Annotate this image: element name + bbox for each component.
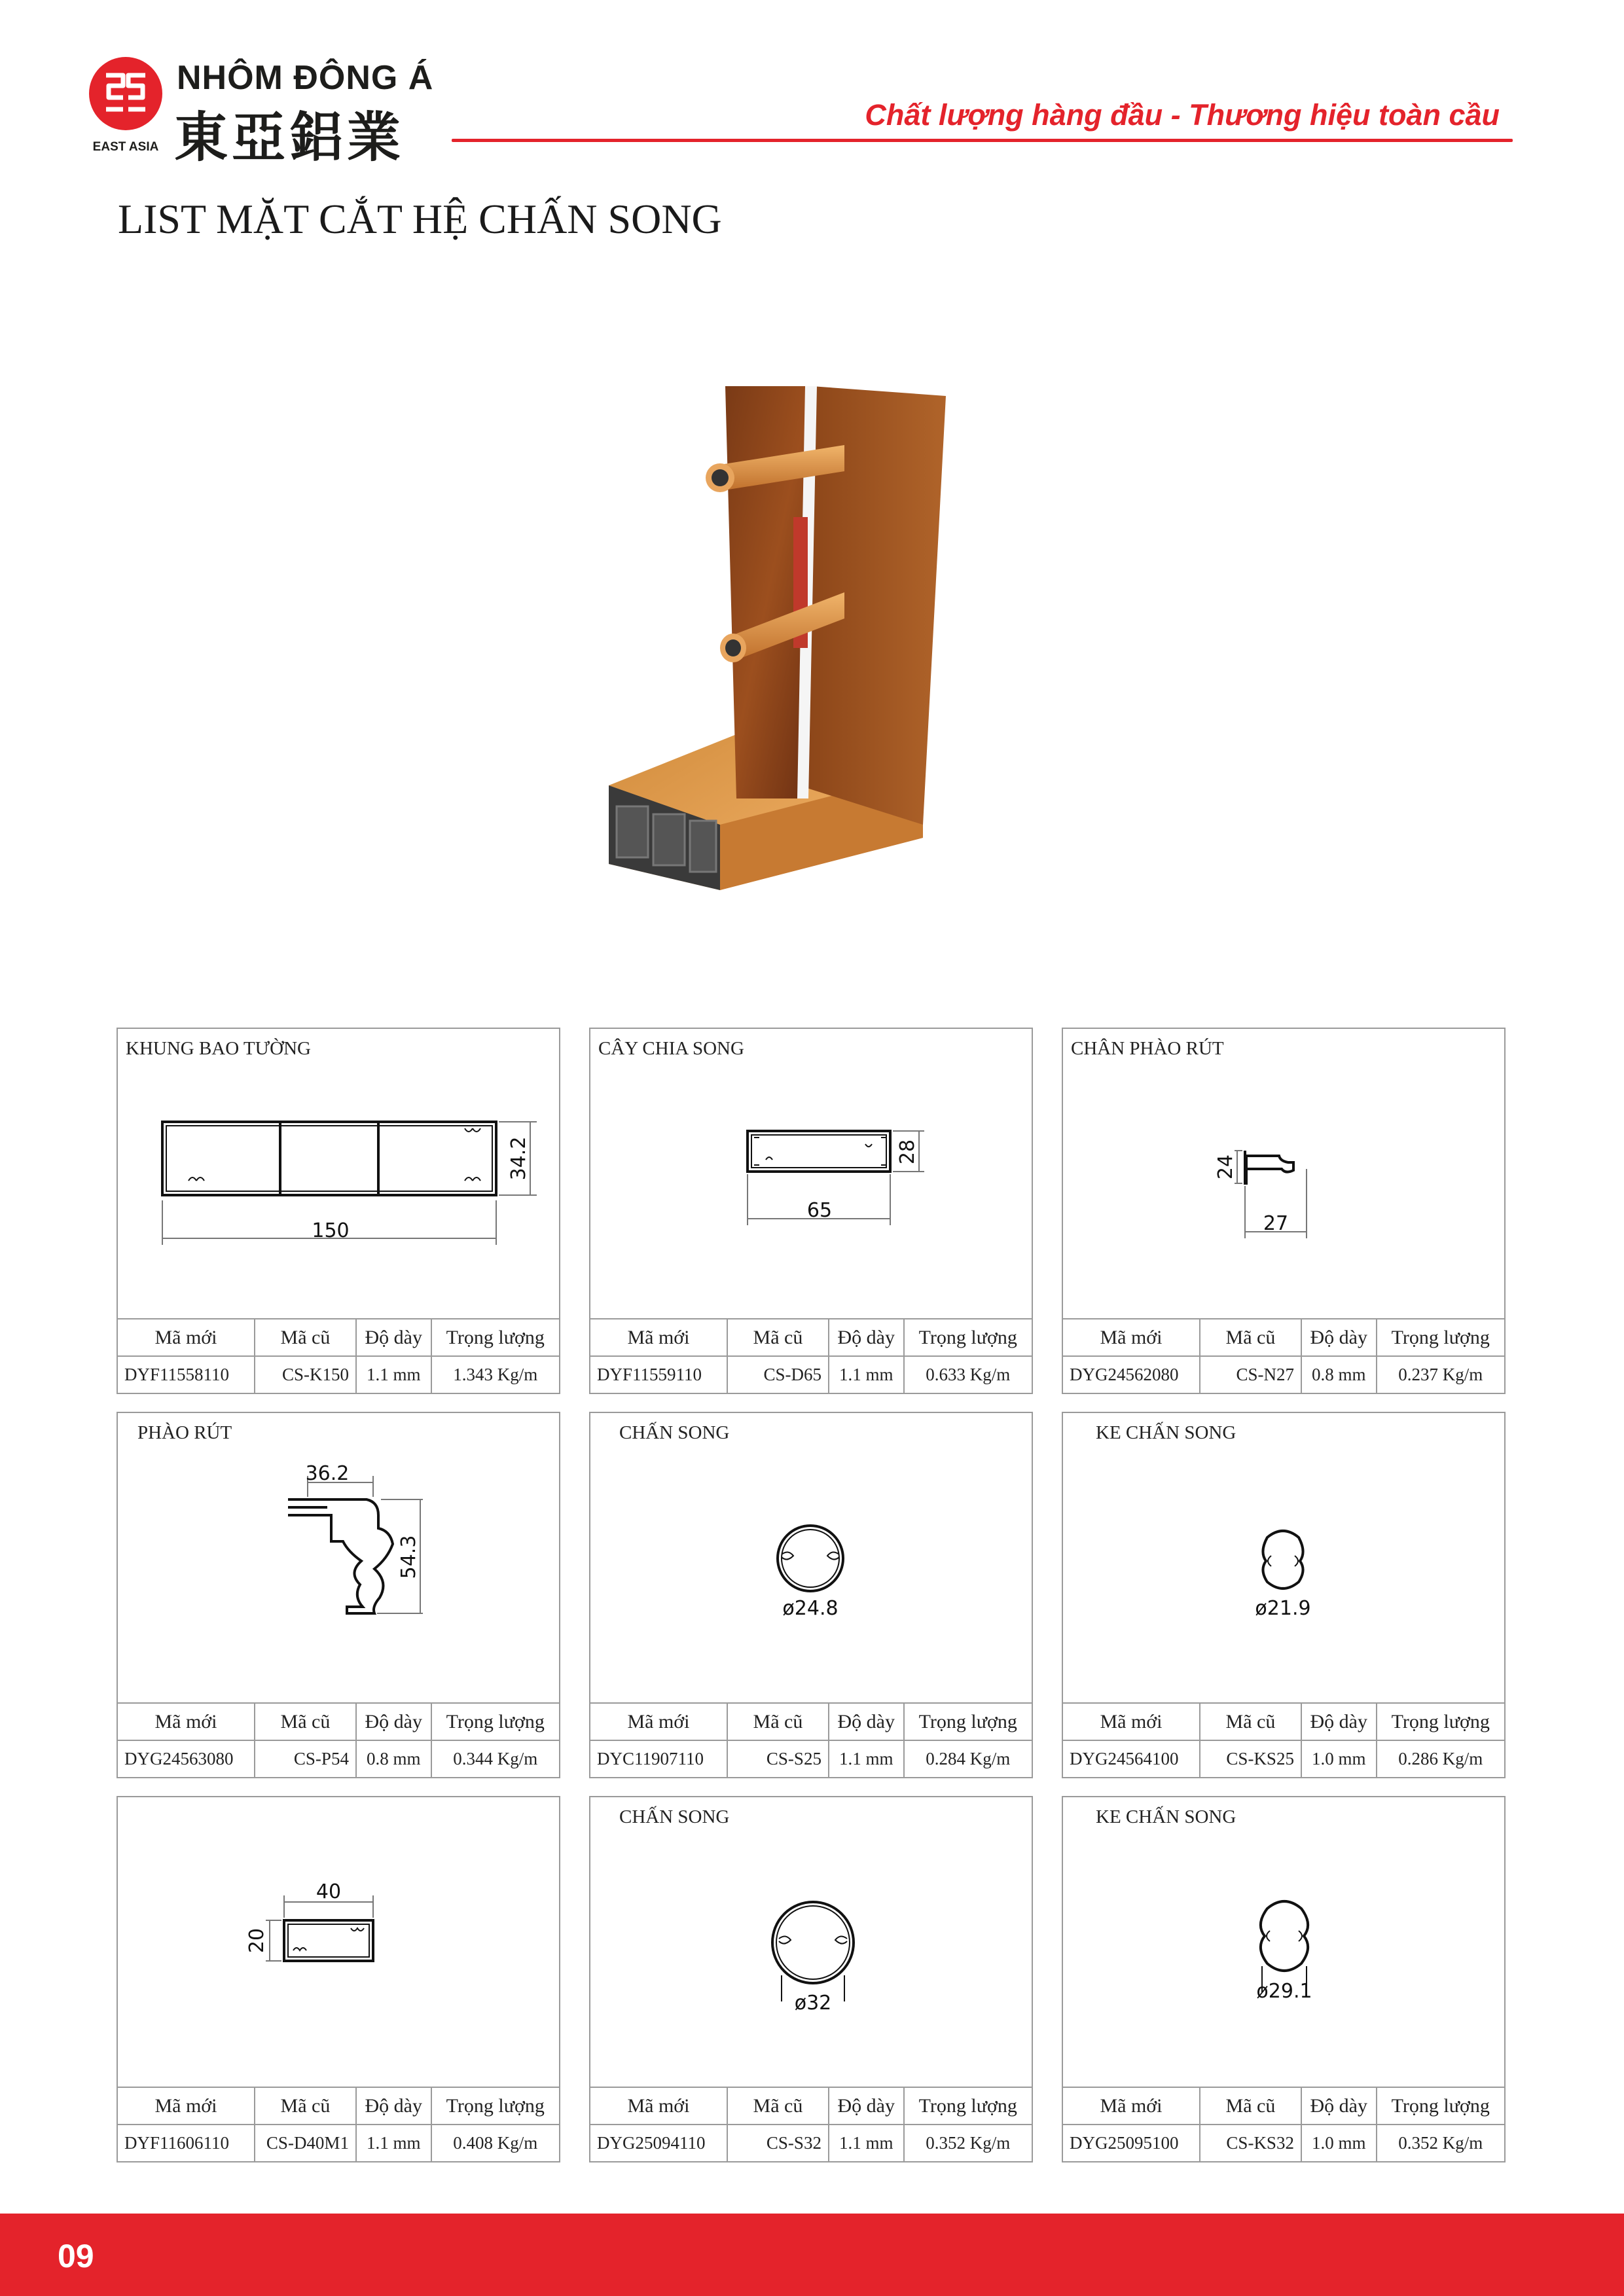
profile-drawing xyxy=(590,1797,1032,2075)
header-weight: Trọng lượng xyxy=(904,1703,1032,1740)
page-title: LIST MẶT CẮT HỆ CHẤN SONG xyxy=(118,196,722,242)
spec-table xyxy=(1063,1702,1504,1777)
profile-name: CÂY CHIA SONG xyxy=(598,1038,744,1059)
new-code: DYC11907110 xyxy=(590,1740,727,1777)
old-code: CS-P54 xyxy=(255,1740,356,1777)
weight: 0.352 Kg/m xyxy=(904,2125,1032,2161)
slogan: Chất lượng hàng đầu - Thương hiệu toàn cầu xyxy=(865,98,1500,132)
thickness: 1.1 mm xyxy=(356,2125,431,2161)
profile-name: CHÂN PHÀO RÚT xyxy=(1071,1038,1224,1059)
footer-bar xyxy=(0,2214,1624,2296)
dimension-label: 20 xyxy=(245,1928,268,1954)
dimension-label: 34.2 xyxy=(507,1136,530,1181)
weight: 0.286 Kg/m xyxy=(1377,1740,1504,1777)
new-code: DYG24562080 xyxy=(1063,1356,1200,1393)
thickness: 1.1 mm xyxy=(829,2125,904,2161)
spec-table xyxy=(590,1318,1032,1393)
header-weight: Trọng lượng xyxy=(431,1319,559,1356)
header-thickness: Độ dày xyxy=(829,1319,904,1356)
weight: 0.633 Kg/m xyxy=(904,1356,1032,1393)
header-thickness: Độ dày xyxy=(1301,1703,1377,1740)
weight: 1.343 Kg/m xyxy=(431,1356,559,1393)
header-thickness: Độ dày xyxy=(1301,2087,1377,2125)
profile-drawing xyxy=(118,1029,559,1307)
header-weight: Trọng lượng xyxy=(1377,2087,1504,2125)
old-code: CS-D40M1 xyxy=(255,2125,356,2161)
profile-name: CHẤN SONG xyxy=(619,1806,730,1827)
dimension-label: 36.2 xyxy=(305,1462,350,1485)
profile-card xyxy=(589,1028,1033,1394)
dimension-label: 28 xyxy=(896,1139,919,1165)
thickness: 1.0 mm xyxy=(1301,1740,1377,1777)
profile-drawing xyxy=(118,1413,559,1691)
header-divider xyxy=(452,139,1513,142)
dimension-label: 24 xyxy=(1214,1154,1237,1180)
weight: 0.352 Kg/m xyxy=(1377,2125,1504,2161)
header-old-code: Mã cũ xyxy=(1200,2087,1301,2125)
header-new-code: Mã mới xyxy=(1063,1703,1200,1740)
header-weight: Trọng lượng xyxy=(1377,1703,1504,1740)
header-weight: Trọng lượng xyxy=(1377,1319,1504,1356)
profile-name: KHUNG BAO TƯỜNG xyxy=(126,1038,311,1059)
profile-name: KE CHẤN SONG xyxy=(1096,1422,1236,1443)
new-code: DYG24563080 xyxy=(118,1740,255,1777)
header-weight: Trọng lượng xyxy=(904,1319,1032,1356)
dimension-label: 54.3 xyxy=(397,1535,420,1579)
weight: 0.344 Kg/m xyxy=(431,1740,559,1777)
thickness: 0.8 mm xyxy=(1301,1356,1377,1393)
spec-table xyxy=(118,1702,559,1777)
profile-card xyxy=(589,1412,1033,1778)
header-old-code: Mã cũ xyxy=(727,1319,829,1356)
spec-table xyxy=(1063,1318,1504,1393)
profile-drawing xyxy=(590,1413,1032,1691)
new-code: DYF11606110 xyxy=(118,2125,255,2161)
profile-card xyxy=(117,1412,560,1778)
header-thickness: Độ dày xyxy=(356,1319,431,1356)
header-weight: Trọng lượng xyxy=(431,2087,559,2125)
weight: 0.284 Kg/m xyxy=(904,1740,1032,1777)
header-thickness: Độ dày xyxy=(1301,1319,1377,1356)
header-thickness: Độ dày xyxy=(829,2087,904,2125)
header-thickness: Độ dày xyxy=(356,2087,431,2125)
page-number: 09 xyxy=(58,2238,94,2274)
dimension-label: 40 xyxy=(316,1880,342,1903)
dimension-label: 65 xyxy=(806,1199,833,1222)
thickness: 1.1 mm xyxy=(829,1740,904,1777)
header-old-code: Mã cũ xyxy=(1200,1319,1301,1356)
profile-drawing xyxy=(118,1797,559,2075)
product-sample-image xyxy=(583,367,1041,916)
spec-table xyxy=(118,1318,559,1393)
east-asia-logo-icon xyxy=(85,56,170,154)
dimension-label: 150 xyxy=(312,1219,350,1242)
header-old-code: Mã cũ xyxy=(255,1703,356,1740)
profile-card xyxy=(117,1796,560,2162)
spec-table xyxy=(1063,2087,1504,2161)
header-old-code: Mã cũ xyxy=(255,1319,356,1356)
header-new-code: Mã mới xyxy=(590,2087,727,2125)
header-new-code: Mã mới xyxy=(590,1703,727,1740)
header-old-code: Mã cũ xyxy=(727,1703,829,1740)
header-thickness: Độ dày xyxy=(829,1703,904,1740)
dimension-label: ø24.8 xyxy=(782,1597,839,1620)
header-new-code: Mã mới xyxy=(1063,2087,1200,2125)
dimension-label: ø29.1 xyxy=(1256,1980,1312,2003)
profile-card xyxy=(1062,1412,1506,1778)
brand-chinese: 東亞鋁業 xyxy=(174,107,405,169)
profile-card xyxy=(117,1028,560,1394)
thickness: 1.1 mm xyxy=(829,1356,904,1393)
header-old-code: Mã cũ xyxy=(727,2087,829,2125)
header-new-code: Mã mới xyxy=(118,2087,255,2125)
header-thickness: Độ dày xyxy=(356,1703,431,1740)
spec-table xyxy=(590,1702,1032,1777)
profile-card xyxy=(589,1796,1033,2162)
profile-card xyxy=(1062,1028,1506,1394)
old-code: CS-D65 xyxy=(727,1356,829,1393)
old-code: CS-KS25 xyxy=(1200,1740,1301,1777)
profile-drawing xyxy=(1063,1797,1504,2075)
profile-drawing xyxy=(590,1029,1032,1307)
header-old-code: Mã cũ xyxy=(255,2087,356,2125)
profile-name: PHÀO RÚT xyxy=(137,1422,232,1443)
brand-english: EAST ASIA xyxy=(92,140,159,154)
new-code: DYG25094110 xyxy=(590,2125,727,2161)
profile-drawing xyxy=(1063,1029,1504,1307)
old-code: CS-S32 xyxy=(727,2125,829,2161)
new-code: DYG25095100 xyxy=(1063,2125,1200,2161)
weight: 0.408 Kg/m xyxy=(431,2125,559,2161)
brand-vietnamese: NHÔM ĐÔNG Á xyxy=(177,59,434,97)
header-old-code: Mã cũ xyxy=(1200,1703,1301,1740)
header-new-code: Mã mới xyxy=(590,1319,727,1356)
dimension-label: ø32 xyxy=(794,1992,832,2015)
header-weight: Trọng lượng xyxy=(431,1703,559,1740)
profile-card xyxy=(1062,1796,1506,2162)
spec-table xyxy=(590,2087,1032,2161)
profile-name: KE CHẤN SONG xyxy=(1096,1806,1236,1827)
thickness: 1.1 mm xyxy=(356,1356,431,1393)
dimension-label: 27 xyxy=(1263,1212,1289,1235)
profile-drawing xyxy=(1063,1413,1504,1691)
brand-logo xyxy=(85,56,452,169)
old-code: CS-N27 xyxy=(1200,1356,1301,1393)
new-code: DYF11559110 xyxy=(590,1356,727,1393)
old-code: CS-KS32 xyxy=(1200,2125,1301,2161)
header-new-code: Mã mới xyxy=(118,1319,255,1356)
weight: 0.237 Kg/m xyxy=(1377,1356,1504,1393)
thickness: 0.8 mm xyxy=(356,1740,431,1777)
thickness: 1.0 mm xyxy=(1301,2125,1377,2161)
header-new-code: Mã mới xyxy=(1063,1319,1200,1356)
old-code: CS-S25 xyxy=(727,1740,829,1777)
new-code: DYF11558110 xyxy=(118,1356,255,1393)
header-weight: Trọng lượng xyxy=(904,2087,1032,2125)
spec-table xyxy=(118,2087,559,2161)
header-new-code: Mã mới xyxy=(118,1703,255,1740)
new-code: DYG24564100 xyxy=(1063,1740,1200,1777)
old-code: CS-K150 xyxy=(255,1356,356,1393)
profile-name: CHẤN SONG xyxy=(619,1422,730,1443)
dimension-label: ø21.9 xyxy=(1255,1597,1311,1620)
